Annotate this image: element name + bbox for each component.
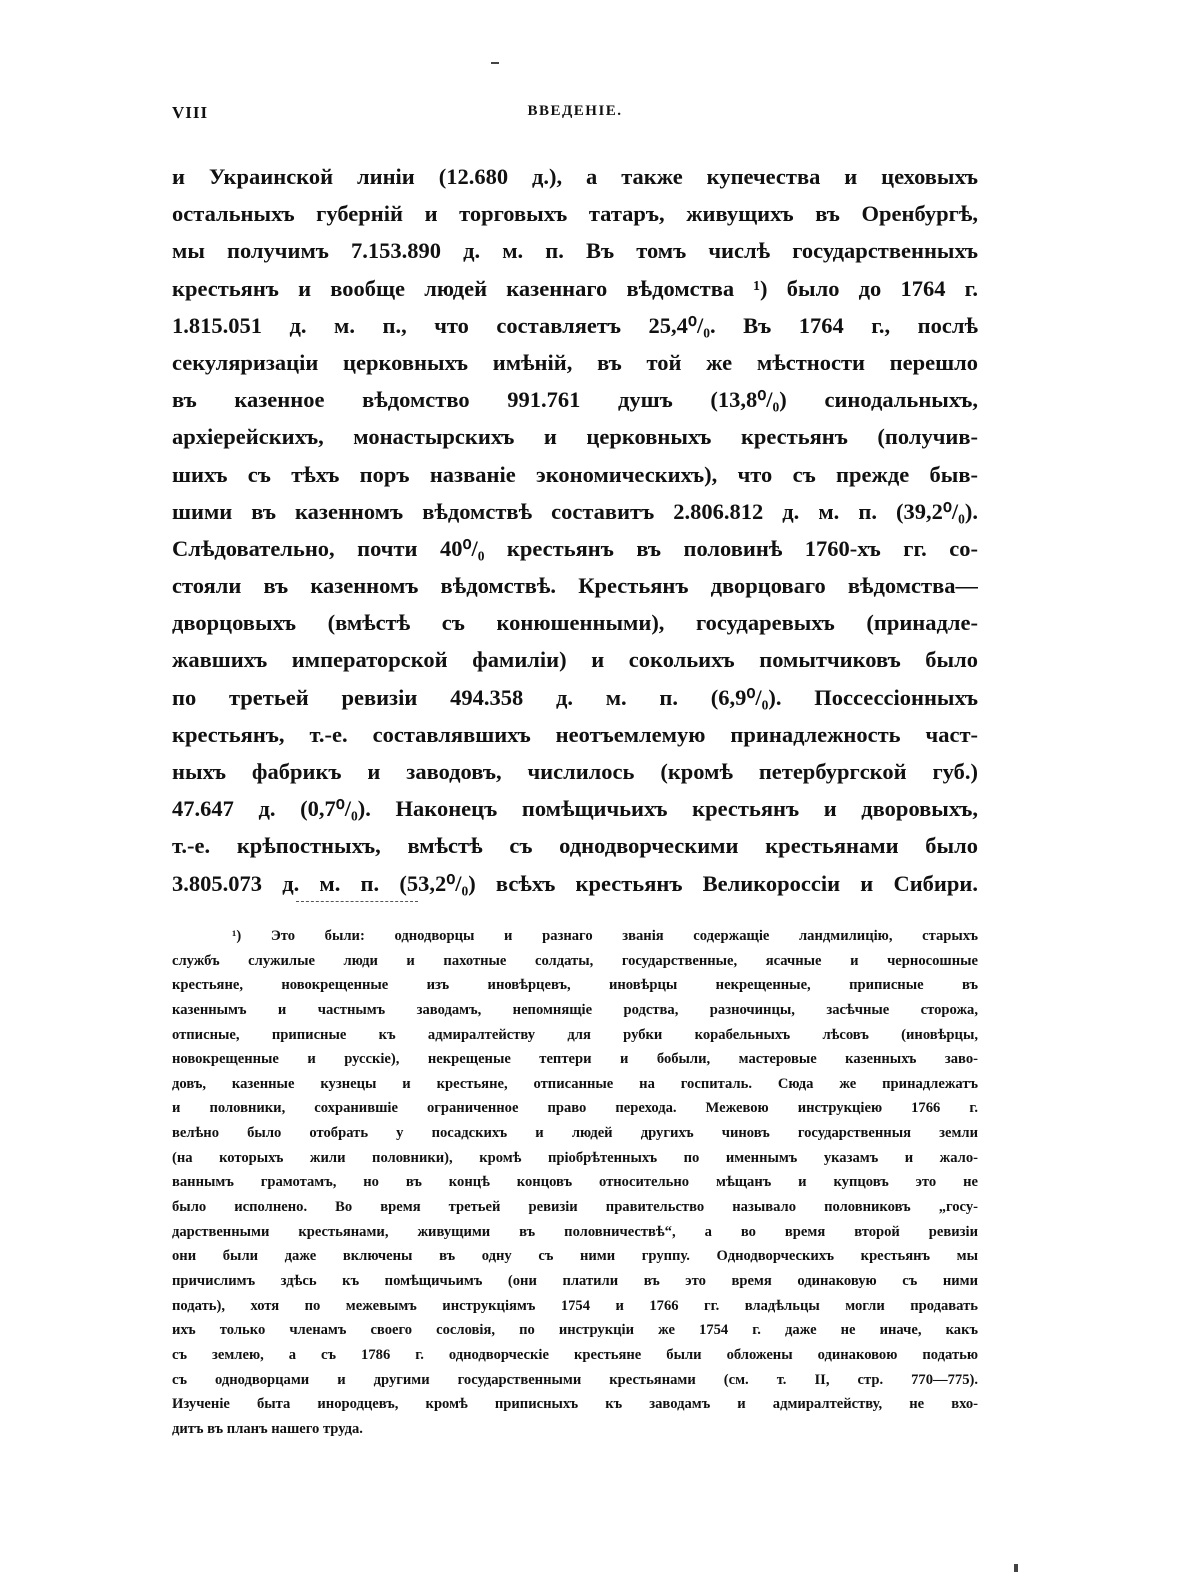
footnote-line: службъ служилые люди и пахотные солдаты, государственные, ясачные и черносошные xyxy=(172,952,978,969)
footnote-line: они были даже включены въ одну съ ними группу. Однодворческихъ крестьянъ мы xyxy=(172,1248,978,1265)
page-number: VIII xyxy=(172,103,209,122)
page-header xyxy=(172,103,978,129)
text-line: шихъ съ тѣхъ поръ названіе экономическихъ), что съ прежде быв- xyxy=(172,461,978,487)
text-line: 3.805.073 д. м. п. (53,2⁰/₀) всѣхъ крестьянъ Великороссіи и Сибири. xyxy=(172,870,978,896)
text-line: остальныхъ губерній и торговыхъ татаръ, живущихъ въ Оренбургѣ, xyxy=(172,201,978,227)
text-line: и Украинской линіи (12.680 д.), а также купечества и цеховыхъ xyxy=(172,164,978,189)
footnote-line: казеннымъ и частнымъ заводамъ, непомнящіе родства, разночинцы, засѣчные сторожа, xyxy=(172,1001,978,1018)
footnote-line: (на которыхъ жили половники), кромѣ пріобрѣтенныхъ по именнымъ указамъ и жало- xyxy=(172,1149,978,1166)
text-line: крестьянъ и вообще людей казеннаго вѣдомства ¹) было до 1764 г. xyxy=(172,275,978,301)
text-line: жавшихъ императорской фамиліи) и сокольихъ помытчиковъ было xyxy=(172,647,978,673)
footnote-line: довъ, казенные кузнецы и крестьяне, отписанные на госпиталь. Сюда же принадлежатъ xyxy=(172,1075,978,1092)
text-line: Слѣдовательно, почти 40⁰/₀ крестьянъ въ половинѣ 1760-хъ гг. со- xyxy=(172,535,978,561)
footnote-line: Изученіе быта инородцевъ, кромѣ приписныхъ къ заводамъ и адмиралтейству, не вхо- xyxy=(172,1396,978,1413)
text-line: секуляризаціи церковныхъ имѣній, въ той же мѣстности перешло xyxy=(172,349,978,375)
text-line: ныхъ фабрикъ и заводовъ, числилось (кромѣ петербургской губ.) xyxy=(172,759,978,784)
text-line: архіерейскихъ, монастырскихъ и церковныхъ крестьянъ (получив- xyxy=(172,424,978,450)
footnote-line: отписные, приписные къ адмиралтейству для рубки корабельныхъ лѣсовъ (иновѣрцы, xyxy=(172,1026,978,1043)
footnote-line: ¹) Это были: однодворцы и разнаго званія содержащіе ландмилицію, старыхъ xyxy=(232,928,978,944)
text-line: стояли въ казенномъ вѣдомствѣ. Крестьянъ дворцоваго вѣдомства— xyxy=(172,573,978,599)
text-line: крестьянъ, т.-е. составлявшихъ неотъемлемую принадлежность част- xyxy=(172,721,978,747)
running-title: ВВЕДЕНІЕ. xyxy=(527,103,623,119)
footnote-line: велѣно было отобрать у посадскихъ и людей другихъ чиновъ государственныя земли xyxy=(172,1125,978,1142)
footnote-line: дитъ въ планъ нашего труда. xyxy=(172,1420,363,1437)
footnote-line: съ землею, а съ 1786 г. однодворческіе крестьяне были обложены одинаковою податью xyxy=(172,1346,978,1363)
top-ink-mark xyxy=(491,62,499,64)
footnote-line: причислимъ здѣсь къ помѣщичьимъ (они платили въ это время одинаковую съ ними xyxy=(172,1272,978,1289)
text-line: 1.815.051 д. м. п., что составляетъ 25,4⁰/₀. Въ 1764 г., послѣ xyxy=(172,312,978,338)
footnote-line: было исполнено. Во время третьей ревизіи правительство называло половниковъ „госу- xyxy=(172,1199,978,1216)
main-text xyxy=(172,158,978,902)
text-line: шими въ казенномъ вѣдомствѣ составитъ 2.806.812 д. м. п. (39,2⁰/₀). xyxy=(172,498,978,524)
footnote-line: дарственными крестьянами, живущими въ половничествѣ“, а во время второй ревизіи xyxy=(172,1223,978,1240)
text-line: мы получимъ 7.153.890 д. м. п. Въ томъ числѣ государственныхъ xyxy=(172,238,978,264)
footnote-line: ихъ только членамъ своего сословія, по инструкціи же 1754 г. даже не иначе, какъ xyxy=(172,1322,978,1339)
footnote-line: и половники, сохранившіе ограниченное право перехода. Межевою инструкціею 1766 г. xyxy=(172,1100,978,1117)
footnote-line: ваннымъ грамотамъ, но въ концѣ концовъ относительно мѣщанъ и купцовъ это не xyxy=(172,1174,978,1191)
footnote-line: новокрещенные и русскіе), некрещеные тептери и бобыли, мастеровые казенныхъ заво- xyxy=(172,1051,978,1068)
footnote xyxy=(172,924,978,1441)
text-line: въ казенное вѣдомство 991.761 душъ (13,8⁰/₀) синодальныхъ, xyxy=(172,387,978,413)
footnote-line: крестьяне, новокрещенные изъ иновѣрцевъ, иновѣрцы некрещенные, приписные въ xyxy=(172,977,978,994)
text-line: дворцовыхъ (вмѣстѣ съ конюшенными), государевыхъ (принадле- xyxy=(172,610,978,636)
text-line: 47.647 д. (0,7⁰/₀). Наконецъ помѣщичьихъ крестьянъ и дворовыхъ, xyxy=(172,796,978,822)
text-line: т.-е. крѣпостныхъ, вмѣстѣ съ однодворческими крестьянами было xyxy=(172,833,978,859)
bottom-ink-mark xyxy=(1014,1564,1018,1572)
footnote-line: подать), хотя по межевымъ инструкціямъ 1754 и 1766 гг. владѣльцы могли продавать xyxy=(172,1297,978,1314)
footnote-divider xyxy=(296,901,418,902)
footnote-line: съ однодворцами и другими государственными крестьянами (см. т. II, стр. 770—775). xyxy=(172,1371,978,1388)
text-line: по третьей ревизіи 494.358 д. м. п. (6,9⁰/₀). Поссессіонныхъ xyxy=(172,684,978,710)
